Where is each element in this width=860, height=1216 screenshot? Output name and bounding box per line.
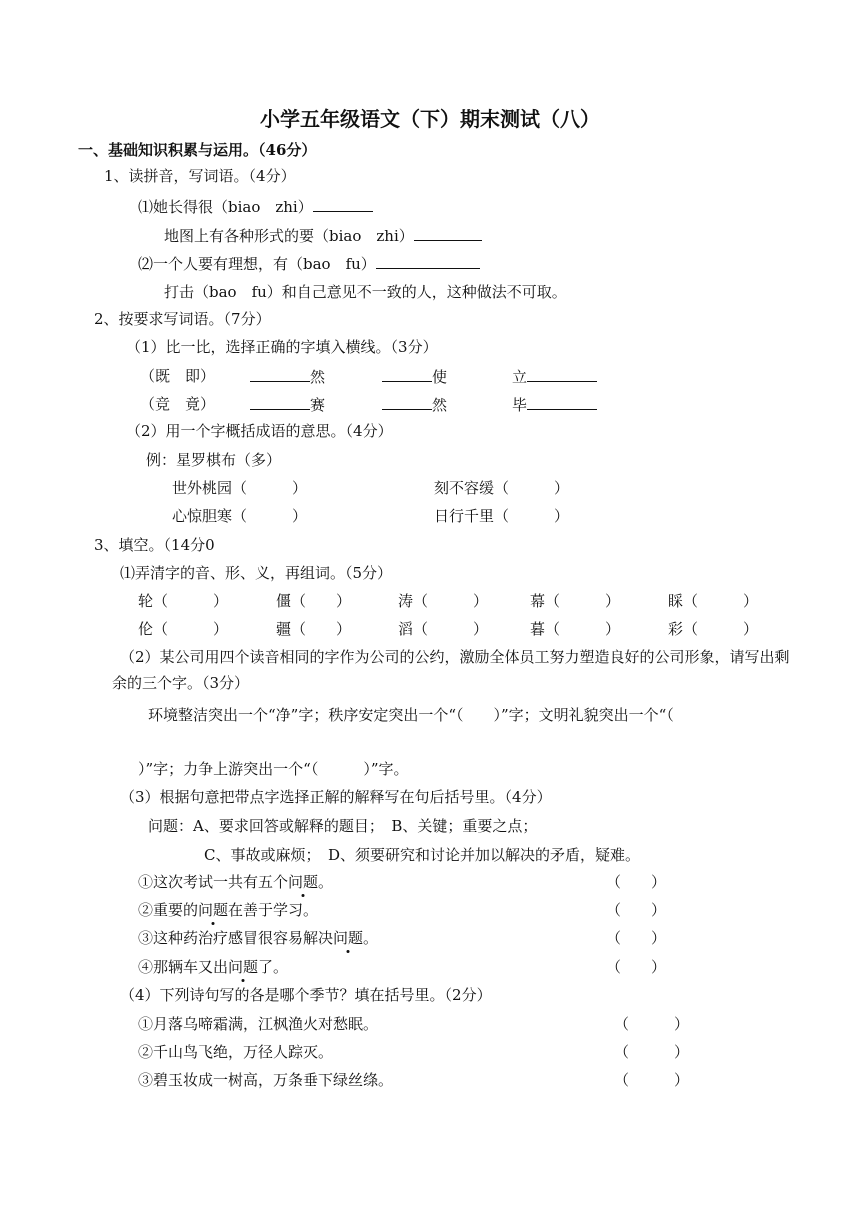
poem-line: ②千山鸟飞绝，万径人踪灭。 — [138, 1043, 334, 1061]
answer-paren[interactable]: （ ） — [614, 1015, 690, 1033]
char-item: 疆（ ） — [276, 620, 352, 638]
page-title: 小学五年级语文（下）期末测试（八） — [260, 107, 600, 131]
idiom-item: 刻不容缓（ ） — [434, 479, 570, 497]
answer-blank[interactable] — [313, 196, 373, 212]
answer-paren[interactable]: （ ） — [614, 1071, 690, 1089]
q1-line-3 — [138, 253, 480, 274]
answer-blank[interactable] — [414, 225, 482, 241]
q2-fill-1c: 立 — [512, 366, 597, 387]
q1-line-4: 打击（bao fu）和自己意见不一致的人，这种做法不可取。 — [164, 283, 567, 301]
q3-sub1: ⑴弄清字的音、形、义，再组词。（5分） — [120, 564, 393, 582]
char-item: 涛（ ） — [398, 592, 489, 610]
q3-sentence-4: ④那辆车又出问题了。 — [138, 958, 289, 976]
idiom-item: 日行千里（ ） — [434, 507, 570, 525]
q2-fill-2b: 然 — [382, 394, 447, 415]
char-item: 睬（ ） — [668, 592, 759, 610]
q1-text-3: ⑵一个人要有理想，有（bao fu） — [138, 255, 376, 273]
poem-line: ①月落乌啼霜满，江枫渔火对愁眠。 — [138, 1015, 379, 1033]
answer-blank[interactable] — [527, 366, 597, 382]
answer-paren[interactable]: （ ） — [614, 1043, 690, 1061]
answer-paren[interactable]: （ ） — [606, 873, 667, 891]
q2-example: 例：星罗棋布（多） — [146, 451, 282, 469]
char-item: 暮（ ） — [530, 620, 621, 638]
char-item: 僵（ ） — [276, 592, 352, 610]
q3-sub3: （3）根据句意把带点字选择正解的解释写在句后括号里。（4分） — [120, 788, 552, 806]
char-item: 彩（ ） — [668, 620, 759, 638]
q2-fill-1b: 使 — [382, 366, 447, 387]
q3-heading: 3、填空。（14分0 — [94, 536, 215, 554]
q2-sub1: （1）比一比，选择正确的字填入横线。（3分） — [126, 338, 438, 356]
char-item: 滔（ ） — [398, 620, 489, 638]
answer-blank[interactable] — [382, 394, 432, 410]
char-item: 轮（ ） — [138, 592, 229, 610]
q2-sub2: （2）用一个字概括成语的意思。（4分） — [126, 422, 393, 440]
q3-sentence-1: ①这次考试一共有五个问题。 — [138, 873, 334, 891]
q3-defs-2: C、事故或麻烦； D、须要研究和讨论并加以解决的矛盾，疑难。 — [204, 846, 641, 864]
q2-fill-2a: 赛 — [250, 394, 325, 415]
q1-line-2 — [164, 225, 482, 246]
q3-sub2-body-2: ）”字；力争上游突出一个“（ ）”字。 — [138, 760, 409, 778]
answer-blank[interactable] — [376, 253, 480, 269]
answer-blank[interactable] — [250, 394, 310, 410]
q2-pair-2: （竞 竟） — [140, 395, 216, 413]
poem-line: ③碧玉妆成一树高，万条垂下绿丝绦。 — [138, 1071, 394, 1089]
q3-defs-1: 问题：A、要求回答或解释的题目； B、关键；重要之点； — [148, 817, 538, 835]
q1-text-2: 地图上有各种形式的要（biao zhi） — [164, 227, 414, 245]
q2-heading: 2、按要求写词语。（7分） — [94, 310, 271, 328]
char-item: 幕（ ） — [530, 592, 621, 610]
answer-paren[interactable]: （ ） — [606, 929, 667, 947]
answer-blank[interactable] — [527, 394, 597, 410]
q3-sub2-body: 环境整洁突出一个“净”字；秩序安定突出一个“（ ）”字；文明礼貌突出一个“（ — [148, 706, 674, 724]
answer-paren[interactable]: （ ） — [606, 901, 667, 919]
answer-blank[interactable] — [250, 366, 310, 382]
answer-blank[interactable] — [382, 366, 432, 382]
q3-sub4: （4）下列诗句写的各是哪个季节？填在括号里。（2分） — [120, 986, 492, 1004]
char-item: 伦（ ） — [138, 620, 229, 638]
q3-sentence-3: ③这种药治疗感冒很容易解决问题。 — [138, 929, 379, 947]
q1-text-1: ⑴她长得很（biao zhi） — [138, 198, 313, 216]
q2-fill-1a: 然 — [250, 366, 325, 387]
section-heading-basics: 一、基础知识积累与运用。（46分） — [78, 141, 317, 159]
q2-fill-2c: 毕 — [512, 394, 597, 415]
q2-pair-1: （既 即） — [140, 367, 216, 385]
q1-line-1 — [138, 196, 373, 217]
q3-sentence-2: ②重要的问题在善于学习。 — [138, 901, 319, 919]
idiom-item: 心惊胆寒（ ） — [172, 507, 308, 525]
answer-paren[interactable]: （ ） — [606, 958, 667, 976]
q3-sub2: （2）某公司用四个读音相同的字作为公司的公约，激励全体员工努力塑造良好的公司形象，请写出剩余的三个字。（3分） — [112, 648, 790, 692]
q1-heading: 1、读拼音，写词语。（4分） — [104, 167, 296, 185]
idiom-item: 世外桃园（ ） — [172, 479, 308, 497]
